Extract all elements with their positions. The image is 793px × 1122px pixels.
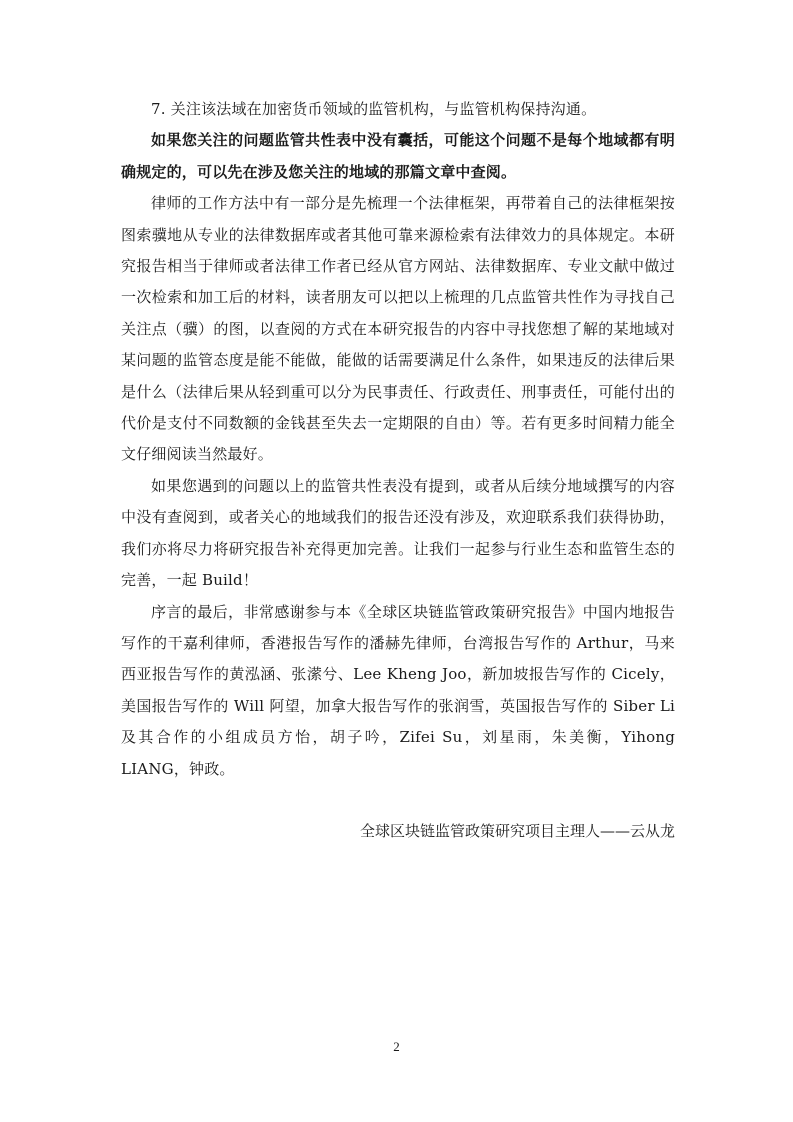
bold-notice-paragraph: 如果您关注的问题监管共性表中没有囊括，可能这个问题不是每个地域都有明确规定的，可以先在涉及您关注的地域的那篇文章中查阅。 xyxy=(121,131,675,181)
page-number: 2 xyxy=(393,1039,400,1054)
paragraph-contact: 如果您遇到的问题以上的监管共性表没有提到，或者从后续分地域撰写的内容中没有查阅到，或者关心的地域我们的报告还没有涉及，欢迎联系我们获得协助，我们亦将尽力将研究报告补充得更加完善。让我们一起参与行业生态和监管生态的完善，一起 Build！ xyxy=(121,476,675,590)
paragraph-item-7: 7. 关注该法域在加密货币领域的监管机构，与监管机构保持沟通。 xyxy=(151,100,597,118)
paragraph-acknowledgements: 序言的最后，非常感谢参与本《全球区块链监管政策研究报告》中国内地报告写作的干嘉利律师，香港报告写作的潘赫先律师，台湾报告写作的 Arthur，马来西亚报告写作的黄泓涵、张潆兮、Lee Kheng Joo，新加坡报告写作的 Cicely，美国报告写作的 Will 阿望，加拿大报告写作的张润雪，英国报告写作的 Siber Li 及其合作的小组成员方怡，胡子吟，Zifei Su，刘星雨，朱美衡，Yihong LIANG，钟政。 xyxy=(121,602,675,778)
paragraph-method: 律师的工作方法中有一部分是先梳理一个法律框架，再带着自己的法律框架按图索骥地从专业的法律数据库或者其他可靠来源检索有法律效力的具体规定。本研究报告相当于律师或者法律工作者已经从官方网站、法律数据库、专业文献中做过一次检索和加工后的材料，读者朋友可以把以上梳理的几点监管共性作为寻找自己关注点（骥）的图，以查阅的方式在本研究报告的内容中寻找您想了解的某地域对某问题的监管态度是能不能做，能做的话需要满足什么条件，如果违反的法律后果是什么（法律后果从轻到重可以分为民事责任、行政责任、刑事责任，可能付出的代价是支付不同数额的金钱甚至失去一定期限的自由）等。若有更多时间精力能全文仔细阅读当然最好。 xyxy=(121,194,675,464)
document-body xyxy=(121,94,675,785)
signature-line: 全球区块链监管政策研究项目主理人——云从龙 xyxy=(359,822,675,840)
